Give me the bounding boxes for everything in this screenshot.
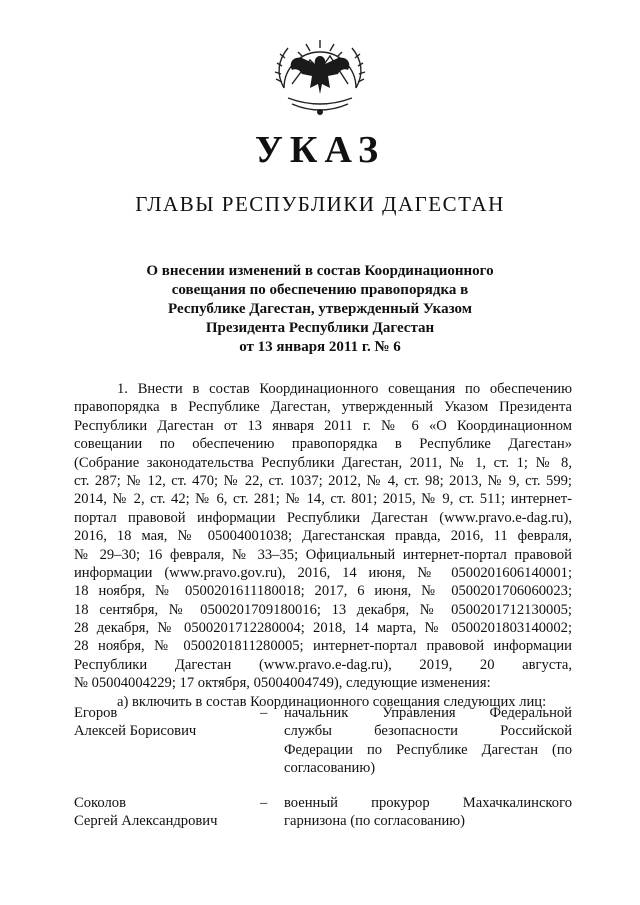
person-entry	[74, 794, 572, 834]
body-line: (Собрание законодательства Республики Дагестан, 2011, № 1, ст. 1; № 8,	[74, 454, 572, 471]
persons-list	[74, 704, 572, 834]
position-line: Федерации по Республике Дагестан (по	[284, 741, 572, 758]
title-line: Республике Дагестан, утвержденный Указом	[168, 301, 472, 317]
body-line: совещании по обеспечению правопорядка в Республике Дагестан»	[74, 436, 572, 453]
coat-of-arms-emblem	[262, 26, 378, 126]
position-line: военный прокурор Махачкалинского	[284, 795, 572, 811]
body-line: № 29–30; 16 февраля, № 33–35; Официальный интернет-портал правовой	[74, 546, 572, 563]
person-position	[284, 794, 572, 831]
body-line: ст. 287; № 12, ст. 470; № 22, ст. 1037; 2012, № 4, ст. 98; 2013, № 9, ст. 599;	[74, 472, 572, 489]
subitem-line: а) включить в состав Координационного совещания следующих лиц:	[117, 693, 547, 710]
body-line: 28 ноября, № 0500201811280005; интернет-портал правовой информации	[74, 638, 572, 655]
person-surname: Соколов	[74, 795, 126, 811]
document-body	[74, 380, 572, 711]
body-line: 28 декабря, № 0500201712280004; 2018, 14 марта, № 0500201803140002;	[74, 620, 572, 637]
title-line: О внесении изменений в состав Координационного	[146, 263, 494, 279]
body-line: 18 ноября, № 0500201611180018; 2017, 6 июня, № 0500201706060023;	[74, 583, 572, 600]
document-type-heading: УКАЗ	[255, 129, 385, 171]
body-line: правопорядка в Республике Дагестан, утвержденный Указом Президента	[74, 399, 572, 416]
person-position	[284, 704, 572, 778]
person-surname: Егоров	[74, 705, 118, 721]
body-line: Республики Дагестан от 13 января 2011 г. № 6 «О Координационном	[74, 417, 572, 434]
position-line: согласованию)	[284, 760, 376, 777]
dash-separator: –	[260, 795, 268, 811]
document-title	[140, 262, 500, 357]
position-line: гарнизона (по согласованию)	[284, 813, 466, 830]
body-line: 18 сентября, № 0500201709180016; 13 декабря, № 0500201712130005;	[74, 601, 572, 618]
body-line: 1. Внести в состав Координационного совещания по обеспечению	[117, 381, 572, 397]
position-line: начальник Управления Федеральной	[284, 705, 572, 721]
person-name	[74, 794, 254, 831]
body-line: 2016, 18 мая, № 05004001038; Дагестанская правда, 2016, 11 февраля,	[74, 528, 572, 545]
person-given-names: Сергей Александрович	[74, 813, 218, 830]
person-name	[74, 704, 254, 741]
dash-separator: –	[260, 705, 268, 721]
title-line: Президента Республики Дагестан	[205, 320, 435, 336]
person-entry	[74, 704, 572, 794]
body-line: № 05004004229; 17 октября, 05004004749), следующие изменения:	[74, 675, 491, 692]
body-line: портал правовой информации Республики Дагестан (www.pravo.e-dag.ru),	[74, 509, 572, 526]
person-given-names: Алексей Борисович	[74, 723, 197, 740]
position-line: службы безопасности Российской	[284, 723, 572, 740]
title-line: совещания по обеспечению правопорядка в	[171, 282, 469, 298]
title-line: от 13 января 2011 г. № 6	[239, 339, 401, 355]
body-line: информации (www.pravo.gov.ru), 2016, 14 июня, № 0500201606140001;	[74, 564, 572, 581]
issuer-heading: ГЛАВЫ РЕСПУБЛИКИ ДАГЕСТАН	[135, 192, 505, 216]
body-line: 2014, № 2, ст. 42; № 6, ст. 281; № 14, ст. 801; 2015, № 9, ст. 511; интернет-	[74, 491, 572, 508]
body-line: Республики Дагестан (www.pravo.e-dag.ru), 2019, 20 августа,	[74, 656, 572, 673]
